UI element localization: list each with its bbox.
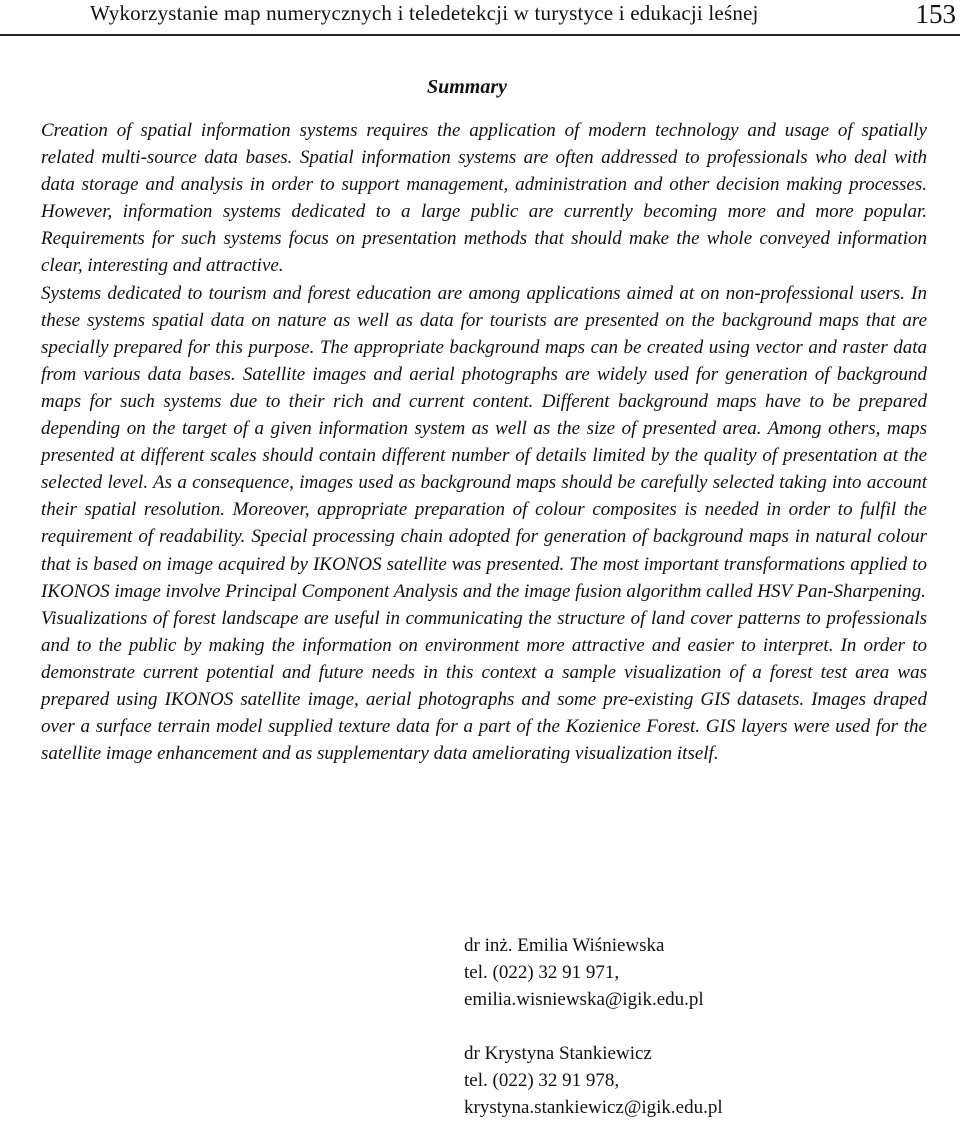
abstract-paragraph-1: Creation of spatial information systems requires the application of modern technology and usage of spatially related multi-source data bases. Spatial information systems are often addressed to professionals who deal with data storage and analysis in order to support management, administration and other decision making processes. However, information systems dedicated to a large public are currently becoming more and more popular. Requirements for such systems focus on presentation methods that should make the whole conveyed information clear, interesting and attractive. bbox=[41, 120, 927, 277]
author-name: dr Krystyna Stankiewicz bbox=[464, 1043, 652, 1064]
author-name: dr inż. Emilia Wiśniewska bbox=[464, 935, 665, 956]
summary-abstract bbox=[41, 117, 927, 767]
author-phone: tel. (022) 32 91 971, bbox=[464, 962, 620, 983]
author-contacts bbox=[464, 932, 723, 1121]
author-phone: tel. (022) 32 91 978, bbox=[464, 1070, 620, 1091]
running-header-title: Wykorzystanie map numerycznych i teledetekcji w turystyce i edukacji leśnej bbox=[90, 1, 759, 25]
running-header bbox=[0, 0, 960, 36]
abstract-paragraph-2: Systems dedicated to tourism and forest education are among applications aimed at on non-professional users. In these systems spatial data on nature as well as data for tourists are presented on the background maps that are specially prepared for this purpose. The appropriate background maps can be created using vector and raster data from various data bases. Satellite images and aerial photographs are widely used for generation of background maps for such systems due to their rich and current content. Different background maps have to be prepared depending on the target of a given information system as well as the size of presented area. Among others, maps presented at different scales should contain different number of details limited by the quality of presentation at the selected level. As a consequence, images used as background maps should be carefully selected taking into account their spatial resolution. Moreover, appropriate preparation of colour composites is needed in order to fulfil the requirement of readability. Special processing chain adopted for generation of background maps in natural colour that is based on image acquired by IKONOS satellite was presented. The most important transformations applied to IKONOS image involve Principal Component Analysis and the image fusion algorithm called HSV Pan-Sharpening. bbox=[41, 282, 927, 602]
author-email: emilia.wisniewska@igik.edu.pl bbox=[464, 989, 704, 1010]
author-contact bbox=[464, 932, 723, 1013]
abstract-paragraph-3: Visualizations of forest landscape are useful in communicating the structure of land cover patterns to professionals and to the public by making the information on environment more attractive and easier to interpret. In order to demonstrate current potential and future needs in this context a sample visualization of a forest test area was prepared using IKONOS satellite image, aerial photographs and some pre-existing GIS datasets. Images draped over a surface terrain model supplied texture data for a part of the Kozienice Forest. GIS layers were used for the satellite image enhancement and as supplementary data ameliorating visualization itself. bbox=[41, 607, 927, 765]
summary-heading: Summary bbox=[426, 76, 508, 98]
author-email: krystyna.stankiewicz@igik.edu.pl bbox=[464, 1097, 723, 1118]
page-number: 153 bbox=[915, 0, 956, 29]
author-contact bbox=[464, 1040, 723, 1121]
